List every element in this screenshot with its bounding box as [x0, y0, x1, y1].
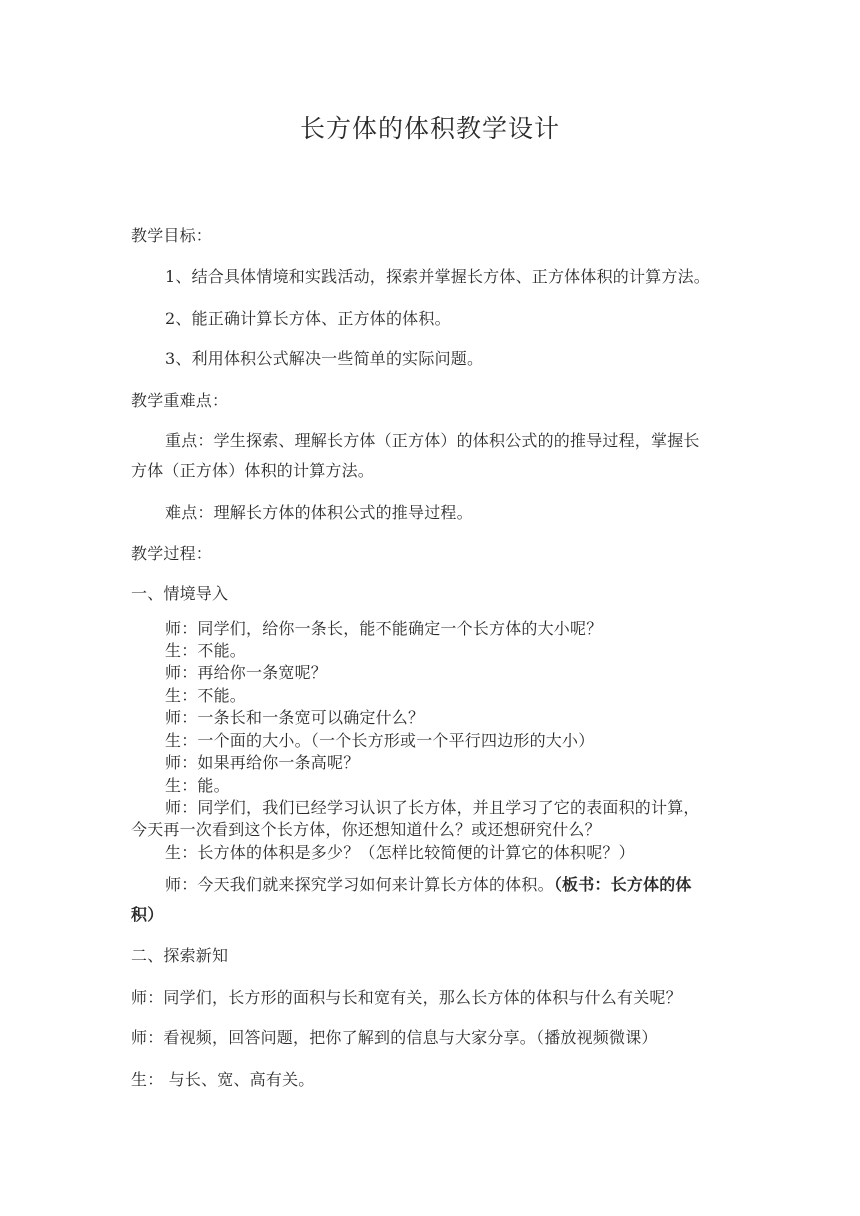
objective-item: 3、利用体积公式解决一些简单的实际问题。	[165, 349, 484, 368]
key-point-line: 重点：学生探索、理解长方体（正方体）的体积公式的的推导过程，掌握长	[165, 431, 700, 450]
dialogue-line: 生：不能。	[165, 686, 247, 705]
dialogue-line: 生：能。	[165, 776, 230, 795]
dialogue-line: 今天再一次看到这个长方体，你还想知道什么？或还想研究什么？	[131, 820, 601, 839]
process-heading: 教学过程：	[131, 544, 213, 563]
objective-item: 2、能正确计算长方体、正方体的体积。	[165, 309, 451, 328]
explore-line: 生： 与长、宽、高有关。	[131, 1070, 315, 1089]
explore-line: 师：同学们，长方形的面积与长和宽有关，那么长方体的体积与什么有关呢？	[131, 988, 682, 1007]
dialogue-line: 师：同学们，我们已经学习认识了长方体，并且学习了它的表面积的计算，	[165, 798, 700, 817]
objective-item: 1、结合具体情境和实践活动，探索并掌握长方体、正方体体积的计算方法。	[165, 267, 710, 286]
intro-text: 师：今天我们就来探究学习如何来计算长方体的体积。	[165, 875, 554, 894]
dialogue-line: 师：同学们，给你一条长，能不能确定一个长方体的大小呢？	[165, 619, 603, 638]
page-title: 长方体的体积教学设计	[299, 114, 560, 143]
dialogue-line: 生：一个面的大小。（一个长方形或一个平行四边形的大小）	[165, 731, 595, 750]
dialogue-line: 师：再给你一条宽呢？	[165, 663, 328, 682]
dialogue-line: 师：一条长和一条宽可以确定什么？	[165, 708, 425, 727]
objectives-heading: 教学目标：	[131, 226, 213, 245]
key-point-line: 方体（正方体）体积的计算方法。	[131, 461, 375, 480]
dialogue-line: 师：如果再给你一条高呢？	[165, 753, 360, 772]
section1-heading: 一、情境导入	[131, 584, 229, 603]
board-note-continued: 积）	[131, 905, 164, 924]
keypoints-heading: 教学重难点：	[131, 391, 229, 410]
dialogue-line: 生：长方体的体积是多少？（怎样比较简便的计算它的体积呢？）	[165, 843, 635, 862]
intro-line	[165, 874, 692, 896]
difficulty-line: 难点：理解长方体的体积公式的推导过程。	[165, 503, 473, 522]
dialogue-line: 生：不能。	[165, 641, 247, 660]
section2-heading: 二、探索新知	[131, 946, 229, 965]
board-note: （板书：长方体的体	[553, 875, 692, 894]
explore-line: 师：看视频，回答问题，把你了解到的信息与大家分享。（播放视频微课）	[131, 1028, 658, 1047]
